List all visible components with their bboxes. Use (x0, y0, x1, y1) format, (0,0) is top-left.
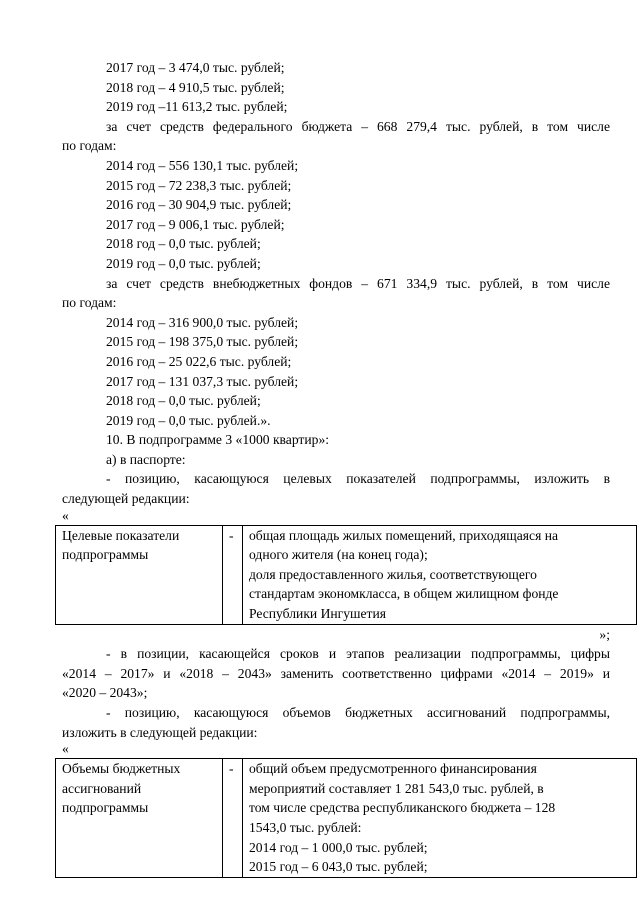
year-line: 2015 год – 72 238,3 тыс. рублей; (106, 177, 292, 193)
federal-by-years: по годам: (62, 138, 117, 154)
document-page (62, 58, 610, 878)
indicators-table (55, 525, 637, 625)
offbudget-by-years: по годам: (62, 295, 117, 311)
indicators-intro: - позицию, касающуюся целевых показателей подпрограммы, изложить в (106, 471, 610, 487)
year-line: 2019 год – 0,0 тыс. рублей; (106, 255, 261, 271)
year-line: 2018 год – 4 910,5 тыс. рублей; (106, 79, 285, 95)
table-cell-label: Целевые показатели подпрограммы (56, 525, 223, 624)
table-cell-value: общий объем предусмотренного финансирования мероприятий составляет 1 281 543,0 тыс. рублей, в том числе средства республиканского бюджета – 128 1543,0 тыс. рублей: 2014 год – 1 000,0 тыс. рублей; 2015 год – 6 043,0 тыс. рублей; (243, 759, 637, 878)
year-line: 2017 год – 3 474,0 тыс. рублей; (106, 60, 285, 75)
volumes-table (55, 758, 637, 878)
indicators-intro-end: следующей редакции: (62, 491, 190, 507)
year-line: 2017 год – 9 006,1 тыс. рублей; (106, 216, 285, 232)
volumes-paragraph: - позицию, касающуюся объемов бюджетных ассигнований подпрограммы, (106, 705, 610, 720)
offbudget-line: за счет средств внебюджетных фондов – 671 334,9 тыс. рублей, в том числе (106, 275, 610, 291)
federal-budget-line: за счет средств федерального бюджета – 668 279,4 тыс. рублей, в том числе (106, 118, 610, 134)
table-cell-dash: - (223, 759, 243, 878)
terms-paragraph: - в позиции, касающейся сроков и этапов реализации подпрограммы, цифры (106, 646, 610, 662)
year-line: 2014 год – 316 900,0 тыс. рублей; (106, 314, 299, 330)
terms-paragraph: «2014 – 2017» и «2018 – 2043» заменить соответственно цифрами «2014 – 2019» и (62, 665, 610, 681)
table-row (56, 525, 637, 624)
subsection-a: а) в паспорте: (106, 451, 186, 467)
year-line: 2019 год –11 613,2 тыс. рублей; (106, 99, 288, 115)
year-line: 2016 год – 25 022,6 тыс. рублей; (106, 353, 292, 369)
table-cell-dash: - (223, 525, 243, 624)
year-line: 2014 год – 556 130,1 тыс. рублей; (106, 157, 299, 173)
year-line: 2019 год – 0,0 тыс. рублей.». (106, 412, 271, 428)
table-cell-value: общая площадь жилых помещений, приходящаяся на одного жителя (на конец года); доля предоставленного жилья, соответствующего стандартам экономкласса, в общем жилищном фонде Республики Ингушетия (243, 525, 637, 624)
year-line: 2015 год – 198 375,0 тыс. рублей; (106, 334, 299, 350)
table-cell-label: Объемы бюджетных ассигнований подпрограммы (56, 759, 223, 878)
year-line: 2016 год – 30 904,9 тыс. рублей; (106, 197, 292, 213)
year-line: 2018 год – 0,0 тыс. рублей; (106, 393, 261, 409)
terms-paragraph: «2020 – 2043»; (62, 685, 148, 701)
year-line: 2017 год – 131 037,3 тыс. рублей; (106, 373, 299, 389)
volumes-paragraph: изложить в следующей редакции: (62, 724, 258, 740)
quote-close: »; (599, 626, 610, 642)
year-line: 2018 год – 0,0 тыс. рублей; (106, 236, 261, 252)
quote-open: « (62, 507, 69, 523)
table-row (56, 759, 637, 878)
section-heading: 10. В подпрограмме 3 «1000 квартир»: (106, 432, 330, 448)
quote-open: « (62, 741, 69, 757)
